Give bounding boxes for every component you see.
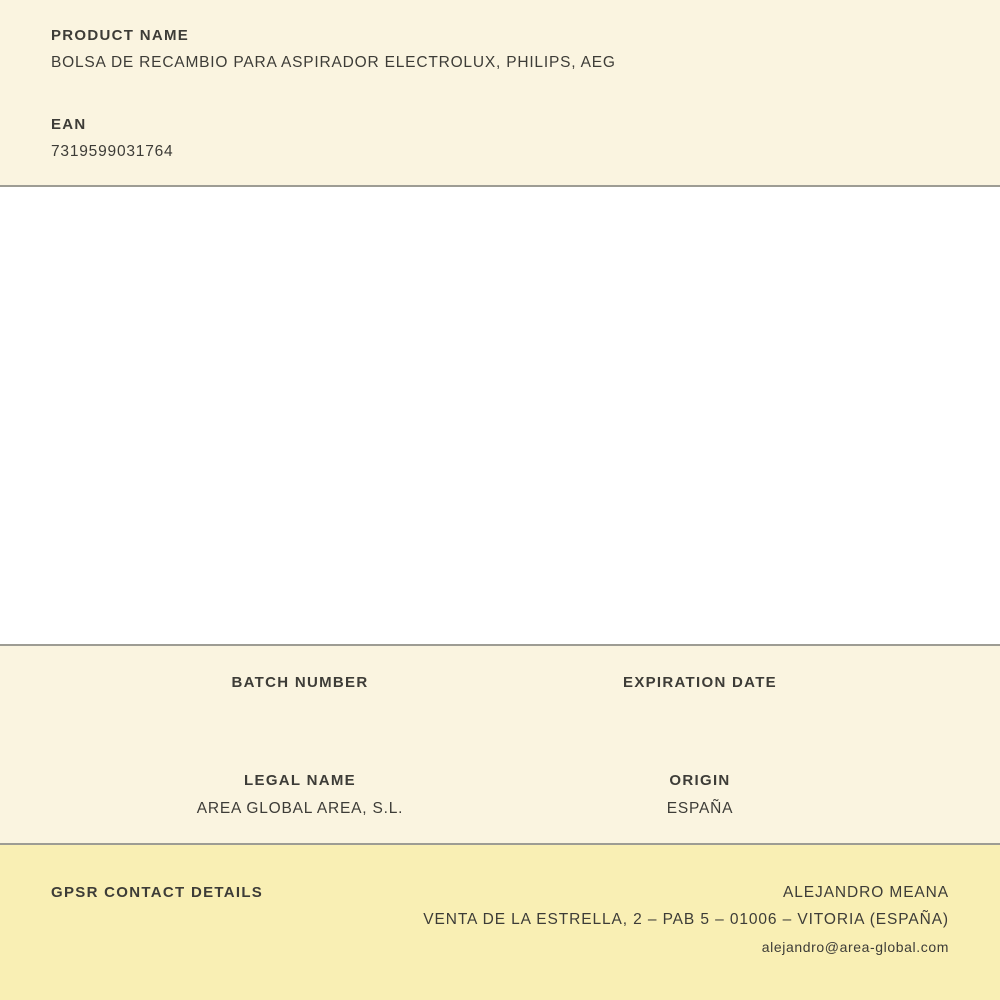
origin-value: ESPAÑA [666, 800, 734, 817]
batch-expiration-row [100, 673, 900, 701]
details-section [0, 646, 1000, 843]
legal-origin-row [100, 771, 900, 819]
contact-address: VENTA DE LA ESTRELLA, 2 – PAB 5 – 01006 – VITORIA (ESPAÑA) [423, 911, 949, 928]
legal-name-field [100, 771, 500, 819]
product-name-value: BOLSA DE RECAMBIO PARA ASPIRADOR ELECTROLUX, PHILIPS, AEG [51, 54, 616, 71]
ean-value: 7319599031764 [51, 143, 174, 160]
gpsr-contact-title: GPSR CONTACT DETAILS [51, 884, 264, 901]
batch-number-field [100, 673, 500, 701]
contact-email: alejandro@area-global.com [761, 939, 949, 955]
contact-person-name: ALEJANDRO MEANA [783, 884, 949, 901]
gpsr-contact-block [423, 883, 949, 957]
batch-number-label: BATCH NUMBER [231, 674, 369, 691]
legal-name-value: AREA GLOBAL AREA, S.L. [196, 800, 404, 817]
expiration-date-field [500, 673, 900, 701]
ean-label: EAN [51, 116, 87, 133]
legal-name-label: LEGAL NAME [244, 772, 356, 789]
product-name-label: PRODUCT NAME [51, 27, 190, 44]
origin-field [500, 771, 900, 819]
gpsr-contact-section [0, 845, 1000, 1000]
blank-content-area [0, 187, 1000, 644]
origin-label: ORIGIN [669, 772, 731, 789]
product-info-section [0, 0, 1000, 185]
expiration-date-label: EXPIRATION DATE [623, 674, 777, 691]
